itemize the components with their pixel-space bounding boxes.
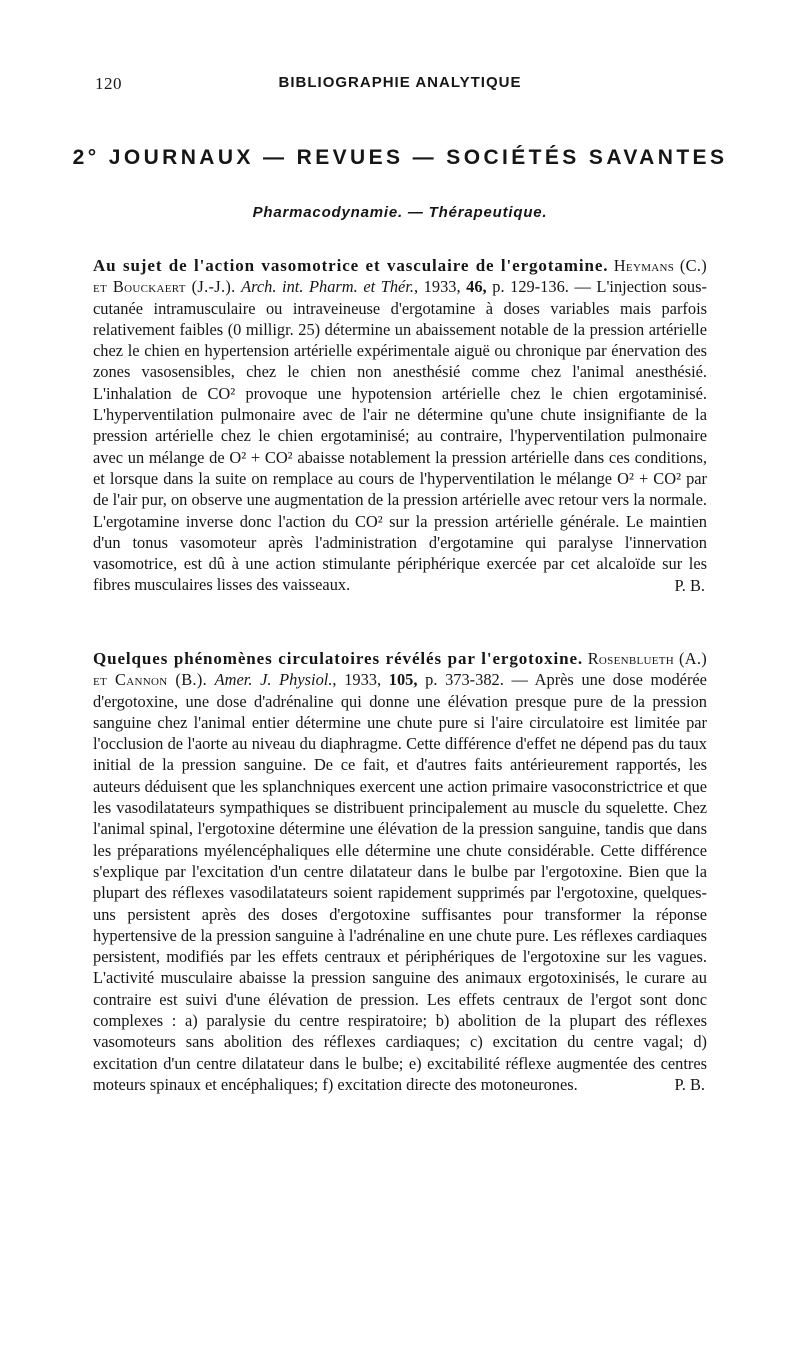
publication-year: 1933, [423,277,461,297]
journal-name: Amer. J. Physiol. [214,670,333,690]
page-number: 120 [95,74,122,93]
reviewer-signature: P. B. [674,1075,705,1095]
article-title: Quelques phénomènes circulatoires révélés par l'ergotoxine. [93,649,584,668]
running-title: BIBLIOGRAPHIE ANALYTIQUE [278,74,522,91]
journal-name: Arch. int. Pharm. et Thér. [241,277,414,297]
running-header [95,74,705,96]
reviewer-signature: P. B. [674,575,705,595]
publication-year: 1933, [344,670,382,690]
article-title: Au sujet de l'action vasomotrice et vasculaire de l'ergotamine. [93,256,609,275]
article-authors: Heymans (C.) et Bouckaert (J.-J.). [93,256,707,297]
journal-volume: 46, [466,277,487,297]
article-ergotoxine: Quelques phénomènes circulatoires révélés par l'ergotoxine. Rosenblueth (A.) et Cannon (B.). Amer. J. Physiol., 1933, 105, p. 373-382. — Après une dose modérée d'ergotoxine, une dose d'adrénaline qui donne une élévation presque pure de la pression sanguine chez l'animal entier détermine une chute pure si l'aire circulatoire est limitée par l'occlusion de l'aorte au niveau du diaphragme. Cette différence d'effet ne dépend pas du taux initial de la pression sanguine. De ce fait, et d'autres faits antérieurement rapportés, les auteurs déduisent que les splanchniques exercent une action primaire vasoconstrictrice et que les vasodilatateurs sympathiques se distribuent principalement au muscle du squelette. Chez l'animal spinal, l'ergotoxine détermine une élévation de la pression sanguine, tandis que dans les préparations myélencéphaliques elle détermine une chute considérable. Cette différence s'explique par l'excitation d'un centre dilatateur dans le bulbe par l'ergotoxine. Bien que la plupart des réflexes vasodilatateurs soient rapidement supprimés par l'ergotoxine, quelques-uns persistent après des doses d'ergotoxine suffisantes pour transformer la réponse hypertensive de la pression sanguine à l'adrénaline en une chute pure. Les réflexes cardiaques persistent, modifiés par les effets centraux et périphériques de l'ergotoxine sur les vagues. L'activité musculaire abaisse la pression sanguine des animaux ergotoxinisés, le curare au contraire est suivi d'une élévation de pression. Les effets centraux de l'ergot sont donc complexes : a) paralysie du centre respiratoire; b) abolition de la plupart des réflexes vasomoteurs sans abolition des réflexes cardiaques; c) excitation du centre vagal; d) excitation d'un centre dilatateur dans le bulbe; e) excitabilité réflexe augmentée des centres moteurs spinaux et encéphaliques; f) excitation directe des motoneurones. P. B. [93,649,708,1095]
section-title: 2° JOURNAUX — REVUES — SOCIÉTÉS SAVANTES [72,146,728,169]
article-ergotamine: Au sujet de l'action vasomotrice et vasculaire de l'ergotamine. Heymans (C.) et Bouckaert (J.-J.). Arch. int. Pharm. et Thér., 1933, 46, p. 129-136. — L'injection sous-cutanée intramusculaire ou intraveineuse d'ergotamine à doses variables mais parfois relativement faibles (0 milligr. 25) détermine un abaissement notable de la pression artérielle chez le chien en hypertension artérielle expérimentale aiguë ou chronique par énervation des zones vasosensibles, chez le chien non anesthésié comme chez l'animal anesthésié. L'inhalation de CO² provoque une hypotension artérielle chez le chien ergotaminisé. L'hyperventilation pulmonaire avec de l'air ne détermine qu'une chute insignifiante de la pression artérielle chez le chien ergotaminisé; au contraire, l'hyperventilation pulmonaire avec un mélange de O² + CO² abaisse notablement la pression artérielle dans ces conditions, et lorsque dans la suite on remplace au cours de l'hyperventilation le mélange O² + CO² par de l'air pur, on observe une augmentation de la pression artérielle avec retour vers la normale. L'ergotamine inverse donc l'action du CO² sur la pression artérielle générale. Le maintien d'un tonus vasomoteur après l'administration d'ergotamine qui paralyse l'innervation vasomotrice, est dû à une action stimulante périphérique exercée par cet alcaloïde sur les fibres musculaires lisses des vaisseaux. P. B. [93,256,707,595]
page-range: p. 373-382. [425,670,504,690]
page-range: p. 129-136. [492,277,569,297]
article-authors: Rosenblueth (A.) et Cannon (B.). [93,649,708,690]
subsection-title: Pharmacodynamie. — Thérapeutique. [252,204,548,221]
journal-volume: 105, [388,670,418,690]
article-abstract: — L'injection sous-cutanée intramusculaire ou intraveineuse d'ergotamine à doses variables mais parfois relativement faibles (0 milligr. 25) détermine un abaissement notable de la pression artérielle chez le chien en hypertension artérielle expérimentale aiguë ou chronique par énervation des zones vasosensibles, chez le chien non anesthésié comme chez l'animal anesthésié. L'inhalation de CO² provoque une hypotension artérielle chez le chien ergotaminisé. L'hyperventilation pulmonaire avec de l'air ne détermine qu'une chute insignifiante de la pression artérielle chez le chien ergotaminisé; au contraire, l'hyperventilation pulmonaire avec un mélange de O² + CO² abaisse notablement la pression artérielle dans ces conditions, et lorsque dans la suite on remplace au cours de l'hyperventilation le mélange O² + CO² par de l'air pur, on observe une augmentation de la pression artérielle avec retour vers la normale. L'ergotamine inverse donc l'action du CO² sur la pression artérielle générale. Le maintien d'un tonus vasomoteur après l'administration d'ergotamine qui paralyse l'innervation vasomotrice, est dû à une action stimulante périphérique exercée par cet alcaloïde sur les fibres musculaires lisses des vaisseaux. [93,277,707,595]
article-abstract: — Après une dose modérée d'ergotoxine, une dose d'adrénaline qui donne une élévation presque pure de la pression sanguine chez l'animal entier détermine une chute pure si l'aire circulatoire est limitée par l'occlusion de l'aorte au niveau du diaphragme. Cette différence d'effet ne dépend pas du taux initial de la pression sanguine. De ce fait, et d'autres faits antérieurement rapportés, les auteurs déduisent que les splanchniques exercent une action primaire vasoconstrictrice et que les vasodilatateurs sympathiques se distribuent principalement au muscle du squelette. Chez l'animal spinal, l'ergotoxine détermine une élévation de la pression sanguine, tandis que dans les préparations myélencéphaliques elle détermine une chute considérable. Cette différence s'explique par l'excitation d'un centre dilatateur dans le bulbe par l'ergotoxine. Bien que la plupart des réflexes vasodilatateurs soient rapidement supprimés par l'ergotoxine, quelques-uns persistent après des doses d'ergotoxine suffisantes pour transformer la réponse hypertensive de la pression sanguine à l'adrénaline en une chute pure. Les réflexes cardiaques persistent, modifiés par les effets centraux et périphériques de l'ergotoxine sur les vagues. L'activité musculaire abaisse la pression sanguine des animaux ergotoxinisés, le curare au contraire est suivi d'une élévation de pression. Les effets centraux de l'ergot sont donc complexes : a) paralysie du centre respiratoire; b) abolition de la plupart des réflexes vasomoteurs sans abolition des réflexes cardiaques; c) excitation du centre vagal; d) excitation d'un centre dilatateur dans le bulbe; e) excitabilité réflexe augmentée des centres moteurs spinaux et encéphaliques; f) excitation directe des motoneurones. [93,670,707,1094]
